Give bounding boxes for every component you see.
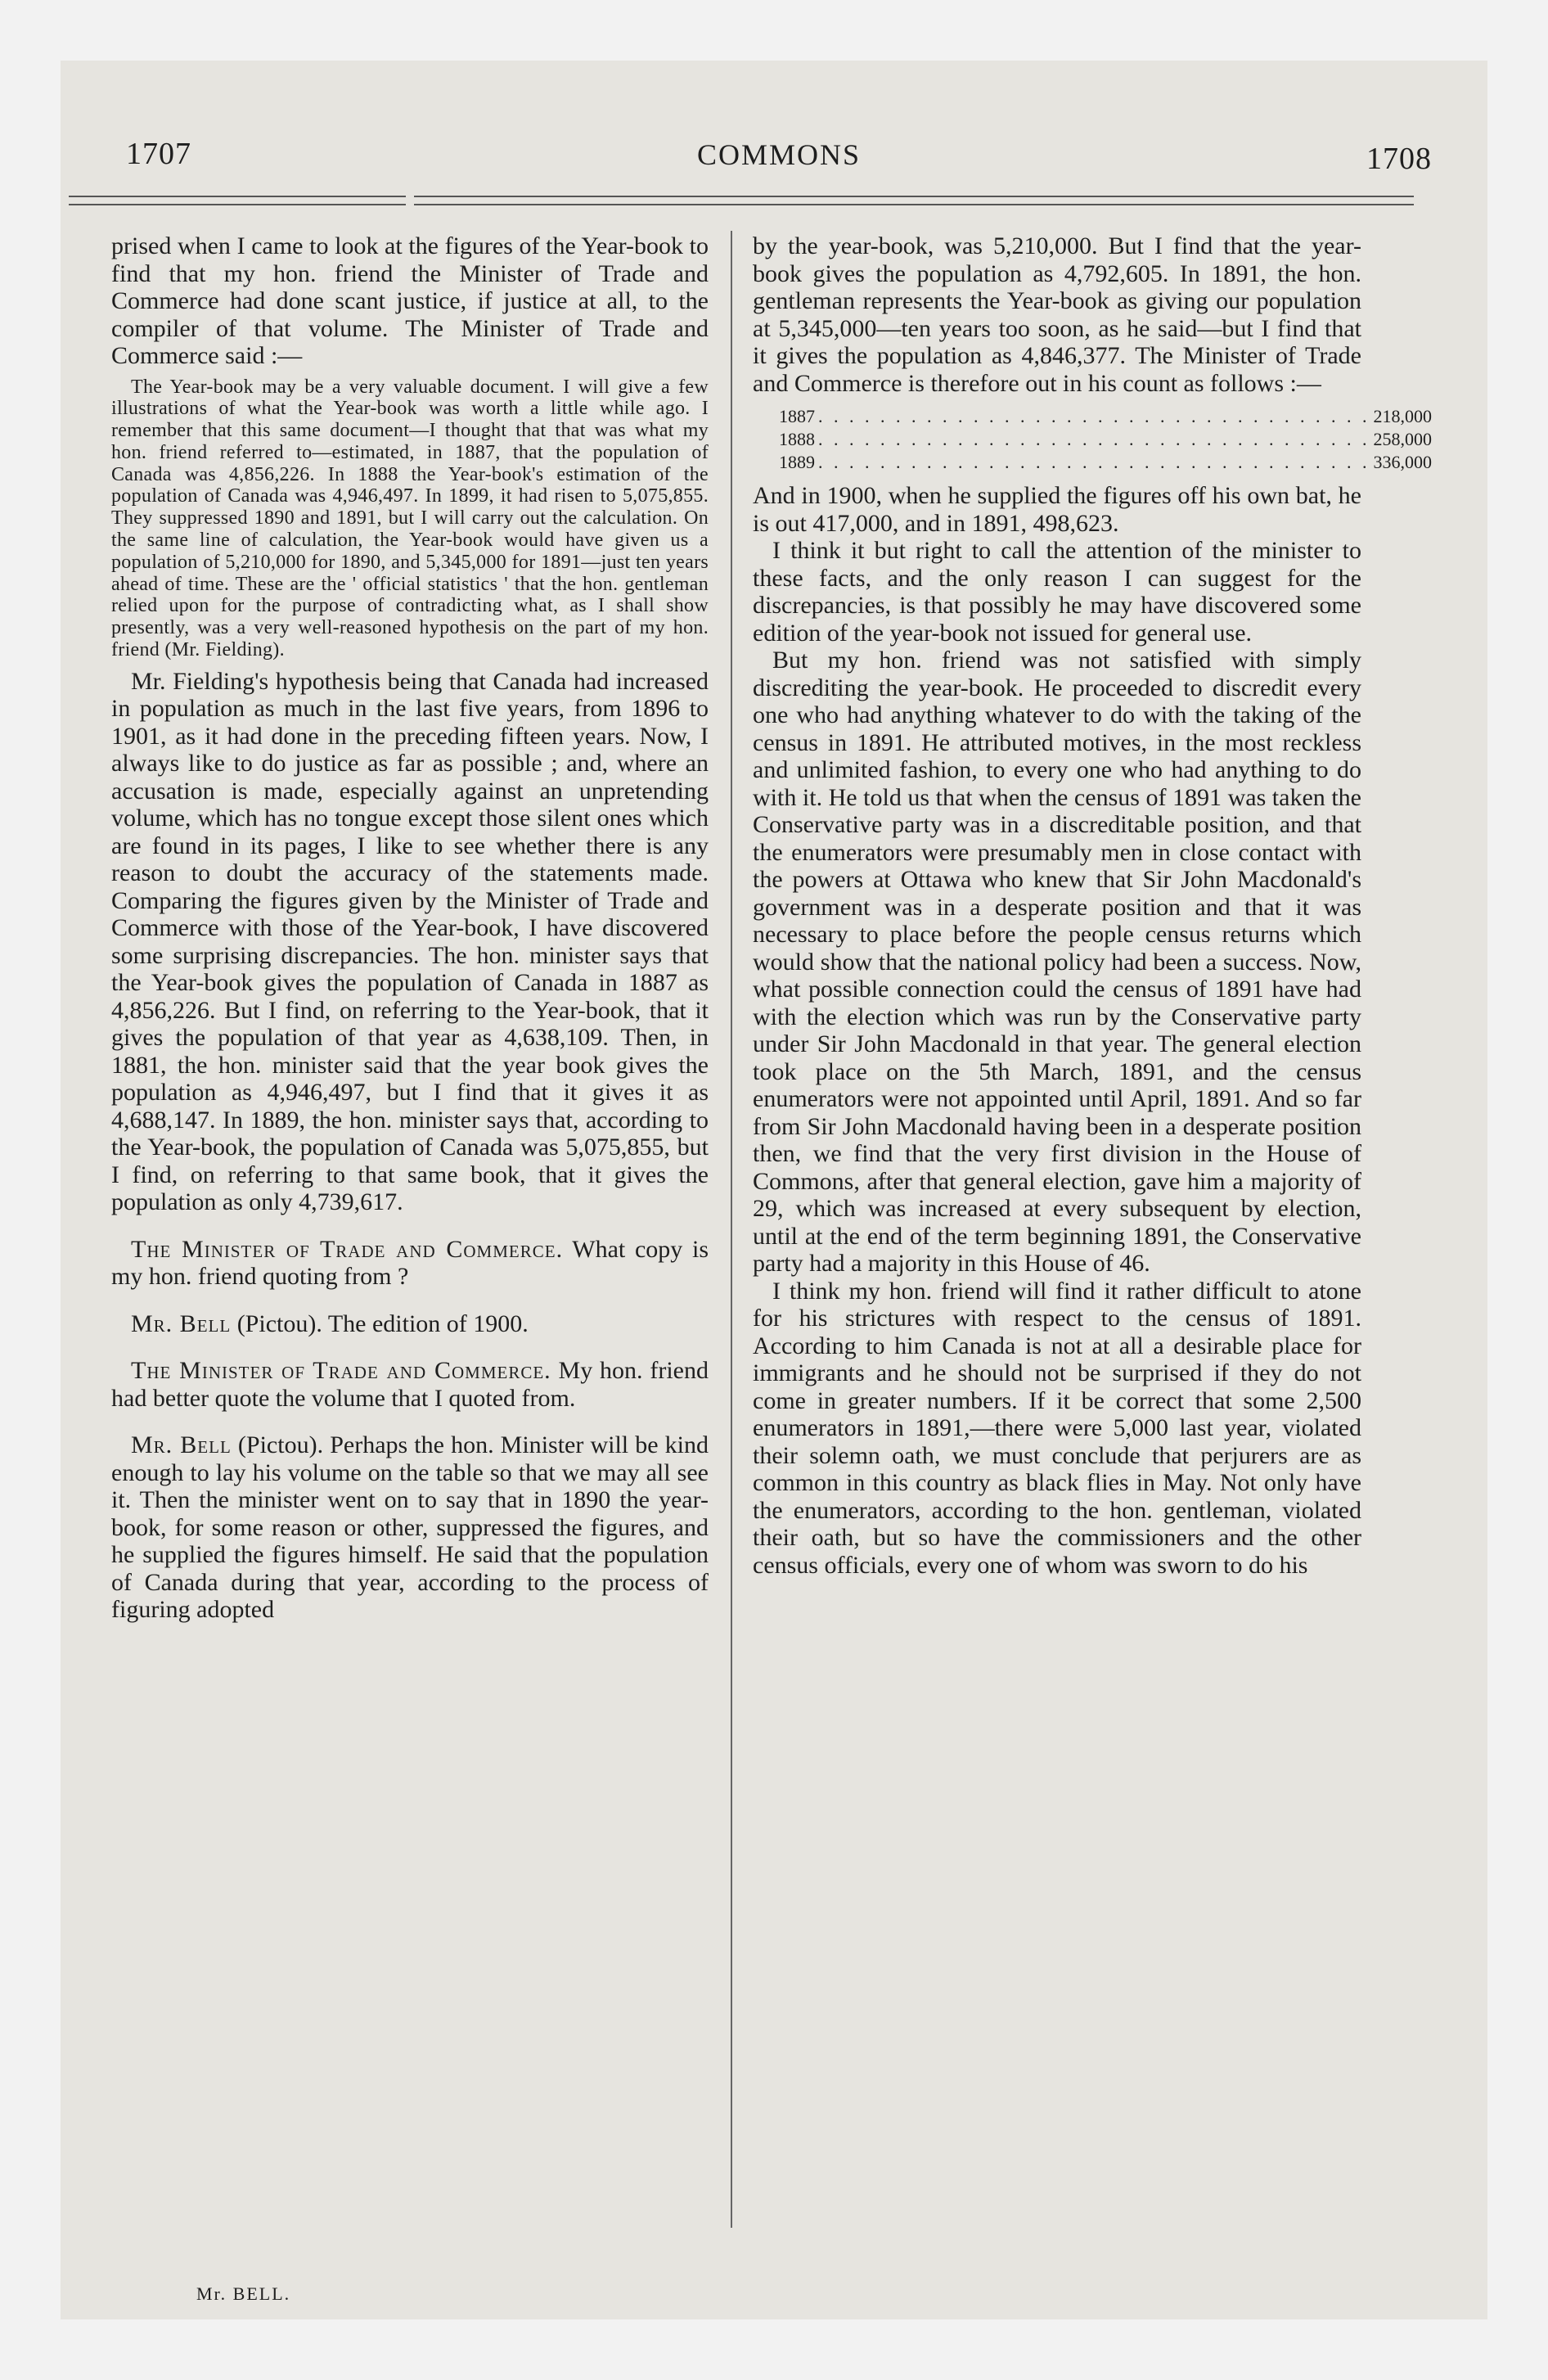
- speech-4: [111, 1431, 709, 1624]
- table-row: 1889 . . . . . . . . . . . . . . . . . . . . . . . . . . . . . . . . . . . . 336,000: [779, 452, 1432, 472]
- left-column: [111, 232, 709, 1624]
- table-value: 218,000: [1373, 406, 1432, 426]
- right-paragraph-2: And in 1900, when he supplied the figures off his own bat, he is out 417,000, and in 1891, 498,623.: [753, 482, 1361, 537]
- speech-1: [111, 1236, 709, 1291]
- right-paragraph-1: by the year-book, was 5,210,000. But I find that the year-book gives the population as 4,792,605. In 1891, the hon. gentleman represents the Year-book as giving our population at 5,345,000—ten years too soon, as he said—but I find that it gives the population as 4,846,377. The Minister of Trade and Commerce is therefore out in his count as follows :—: [753, 232, 1361, 397]
- speech-text: My hon. friend had better quote the volume that I quoted from.: [111, 1357, 709, 1412]
- header-rule-left-bottom: [69, 204, 406, 205]
- speaker-name: Mr. Bell: [131, 1431, 232, 1459]
- table-row: 1887 . . . . . . . . . . . . . . . . . . . . . . . . . . . . . . . . . . . . 218,000: [779, 406, 1432, 426]
- left-paragraph-2: Mr. Fielding's hypothesis being that Canada had increased in population as much in the last five years, from 1896 to 1901, as it had done in the preceding fifteen years. Now, I always like to do justice as far as possible ; and, where an accusation is made, especially against an unpretending volume, which has no tongue except those silent ones which are found in its pages, I like to see whether there is any reason to doubt the accuracy of the statements made. Comparing the figures given by the Minister of Trade and Commerce with those of the Year-book, I have discovered some surprising discrepancies. The hon. minister says that the Year-book gives the population of Canada in 1887 as 4,856,226. But I find, on referring to the Year-book, that it gives the population of that year as 4,638,109. Then, in 1881, the hon. minister said that the year book gives the population as 4,946,497, but I find that it gives it as 4,688,147. In 1889, the hon. minister says that, according to the Year-book, the population of Canada was 5,075,855, but I find, on referring to that same book, that it gives the population as only 4,739,617.: [111, 667, 709, 1216]
- speech-3: [111, 1357, 709, 1412]
- table-row: 1888 . . . . . . . . . . . . . . . . . . . . . . . . . . . . . . . . . . . . 258,000: [779, 429, 1432, 449]
- right-paragraph-5: I think my hon. friend will find it rather difficult to atone for his strictures with respect to the census of 1891. According to him Canada is not at all a desirable place for immigrants and he should not be surprised if they do not come in greater numbers. If it be correct that some 2,500 enumerators in 1891,—there were 5,000 last year, violated their solemn oath, we must conclude that perjurers are as common in this country as black flies in May. Not only have the enumerators, according to the hon. gentleman, violated their oath, but so have the commissioners and the other census officials, every one of whom was sworn to do his: [753, 1277, 1361, 1579]
- right-paragraph-3: I think it but right to call the attention of the minister to these facts, and the only reason I can suggest for the discrepancies, is that possibly he may have discovered some edition of the year-book not issued for general use.: [753, 537, 1361, 647]
- table-year: 1887: [779, 406, 815, 426]
- speaker-place: (Pictou).: [237, 1431, 324, 1459]
- speech-text: The edition of 1900.: [327, 1309, 529, 1337]
- speaker-name: The Minister of Trade and Commerce.: [131, 1235, 564, 1263]
- speaker-place: (Pictou).: [236, 1309, 322, 1337]
- quoted-passage: The Year-book may be a very valuable document. I will give a few illustrations of what the Year-book was worth a little while ago. I remember that this same document—I thought that that was what my hon. friend referred to—estimated, in 1887, that the population of Canada was 4,856,226. In 1888 the Year-book's estimation of the population of Canada was 4,946,497. In 1899, it had risen to 5,075,855. They suppressed 1890 and 1891, but I will carry out the calculation. On the same line of calculation, the Year-book would have given us a population of 5,210,000 for 1890, and 5,345,000 for 1891—just ten years ahead of time. These are the ' official statistics ' that the hon. gentleman relied upon for the purpose of contradicting what, as I shall show presently, was a very well-reasoned hypothesis on the part of my hon. friend (Mr. Fielding).: [111, 376, 709, 661]
- speech-text: Perhaps the hon. Minister will be kind enough to lay his volume on the table so that we may all see it. Then the minister went on to say that in 1890 the year-book, for some reason or other, suppressed the figures, and he supplied the figures himself. He said that the population of Canada during that year, according to the process of figuring adopted: [111, 1431, 709, 1624]
- header-rule-left-top: [69, 196, 406, 197]
- table-value: 336,000: [1373, 452, 1432, 472]
- table-year: 1888: [779, 429, 815, 449]
- speaker-name: The Minister of Trade and Commerce.: [131, 1357, 551, 1385]
- column-divider: [731, 231, 732, 2228]
- page-title: COMMONS: [696, 138, 862, 171]
- left-paragraph-1: prised when I came to look at the figures of the Year-book to find that my hon. friend the Minister of Trade and Commerce had done scant justice, if justice at all, to the compiler of that volume. The Minister of Trade and Commerce said :—: [111, 232, 709, 369]
- left-page-number: 1707: [126, 137, 191, 171]
- right-paragraph-4: But my hon. friend was not satisfied with simply discrediting the year-book. He proceeded to discredit every one who had anything whatever to do with the taking of the census in 1891. He attributed motives, in the most reckless and unlimited fashion, to every one who had anything to do with it. He told us that when the census of 1891 was taken the Conservative party was in a discreditable position, and that the enumerators were presumably men in close contact with the powers at Ottawa who knew that Sir John Macdonald's government was in a desperate position and that it was necessary to place before the people census returns which would show that the national policy had been a success. Now, what possible connection could the census of 1891 have had with the election which was run by the Conservative party under Sir John Macdonald in that year. The general election took place on the 5th March, 1891, and the census enumerators were not appointed until April, 1891. And so far from Sir John Macdonald having been in a desperate position then, we find that the very first division in the House of Commons, after that general election, gave him a majority of 29, which was increased at every subsequent by election, until at the end of the term beginning 1891, the Conservative party had a majority in this House of 46.: [753, 647, 1361, 1277]
- page-header: [126, 136, 1432, 185]
- right-page-number: 1708: [1366, 142, 1432, 176]
- header-rule-right-top: [414, 196, 1414, 197]
- discrepancy-table: [779, 405, 1432, 474]
- scanned-page: [61, 61, 1487, 2319]
- speech-text: What copy is my hon. friend quoting from ?: [111, 1235, 709, 1291]
- header-rule-right-bottom: [414, 204, 1414, 205]
- right-column: [753, 232, 1432, 1579]
- speech-2: [111, 1310, 709, 1338]
- table-year: 1889: [779, 452, 815, 472]
- speaker-name: Mr. Bell: [131, 1309, 232, 1337]
- page-footer: Mr. BELL.: [196, 2283, 291, 2304]
- table-value: 258,000: [1373, 429, 1432, 449]
